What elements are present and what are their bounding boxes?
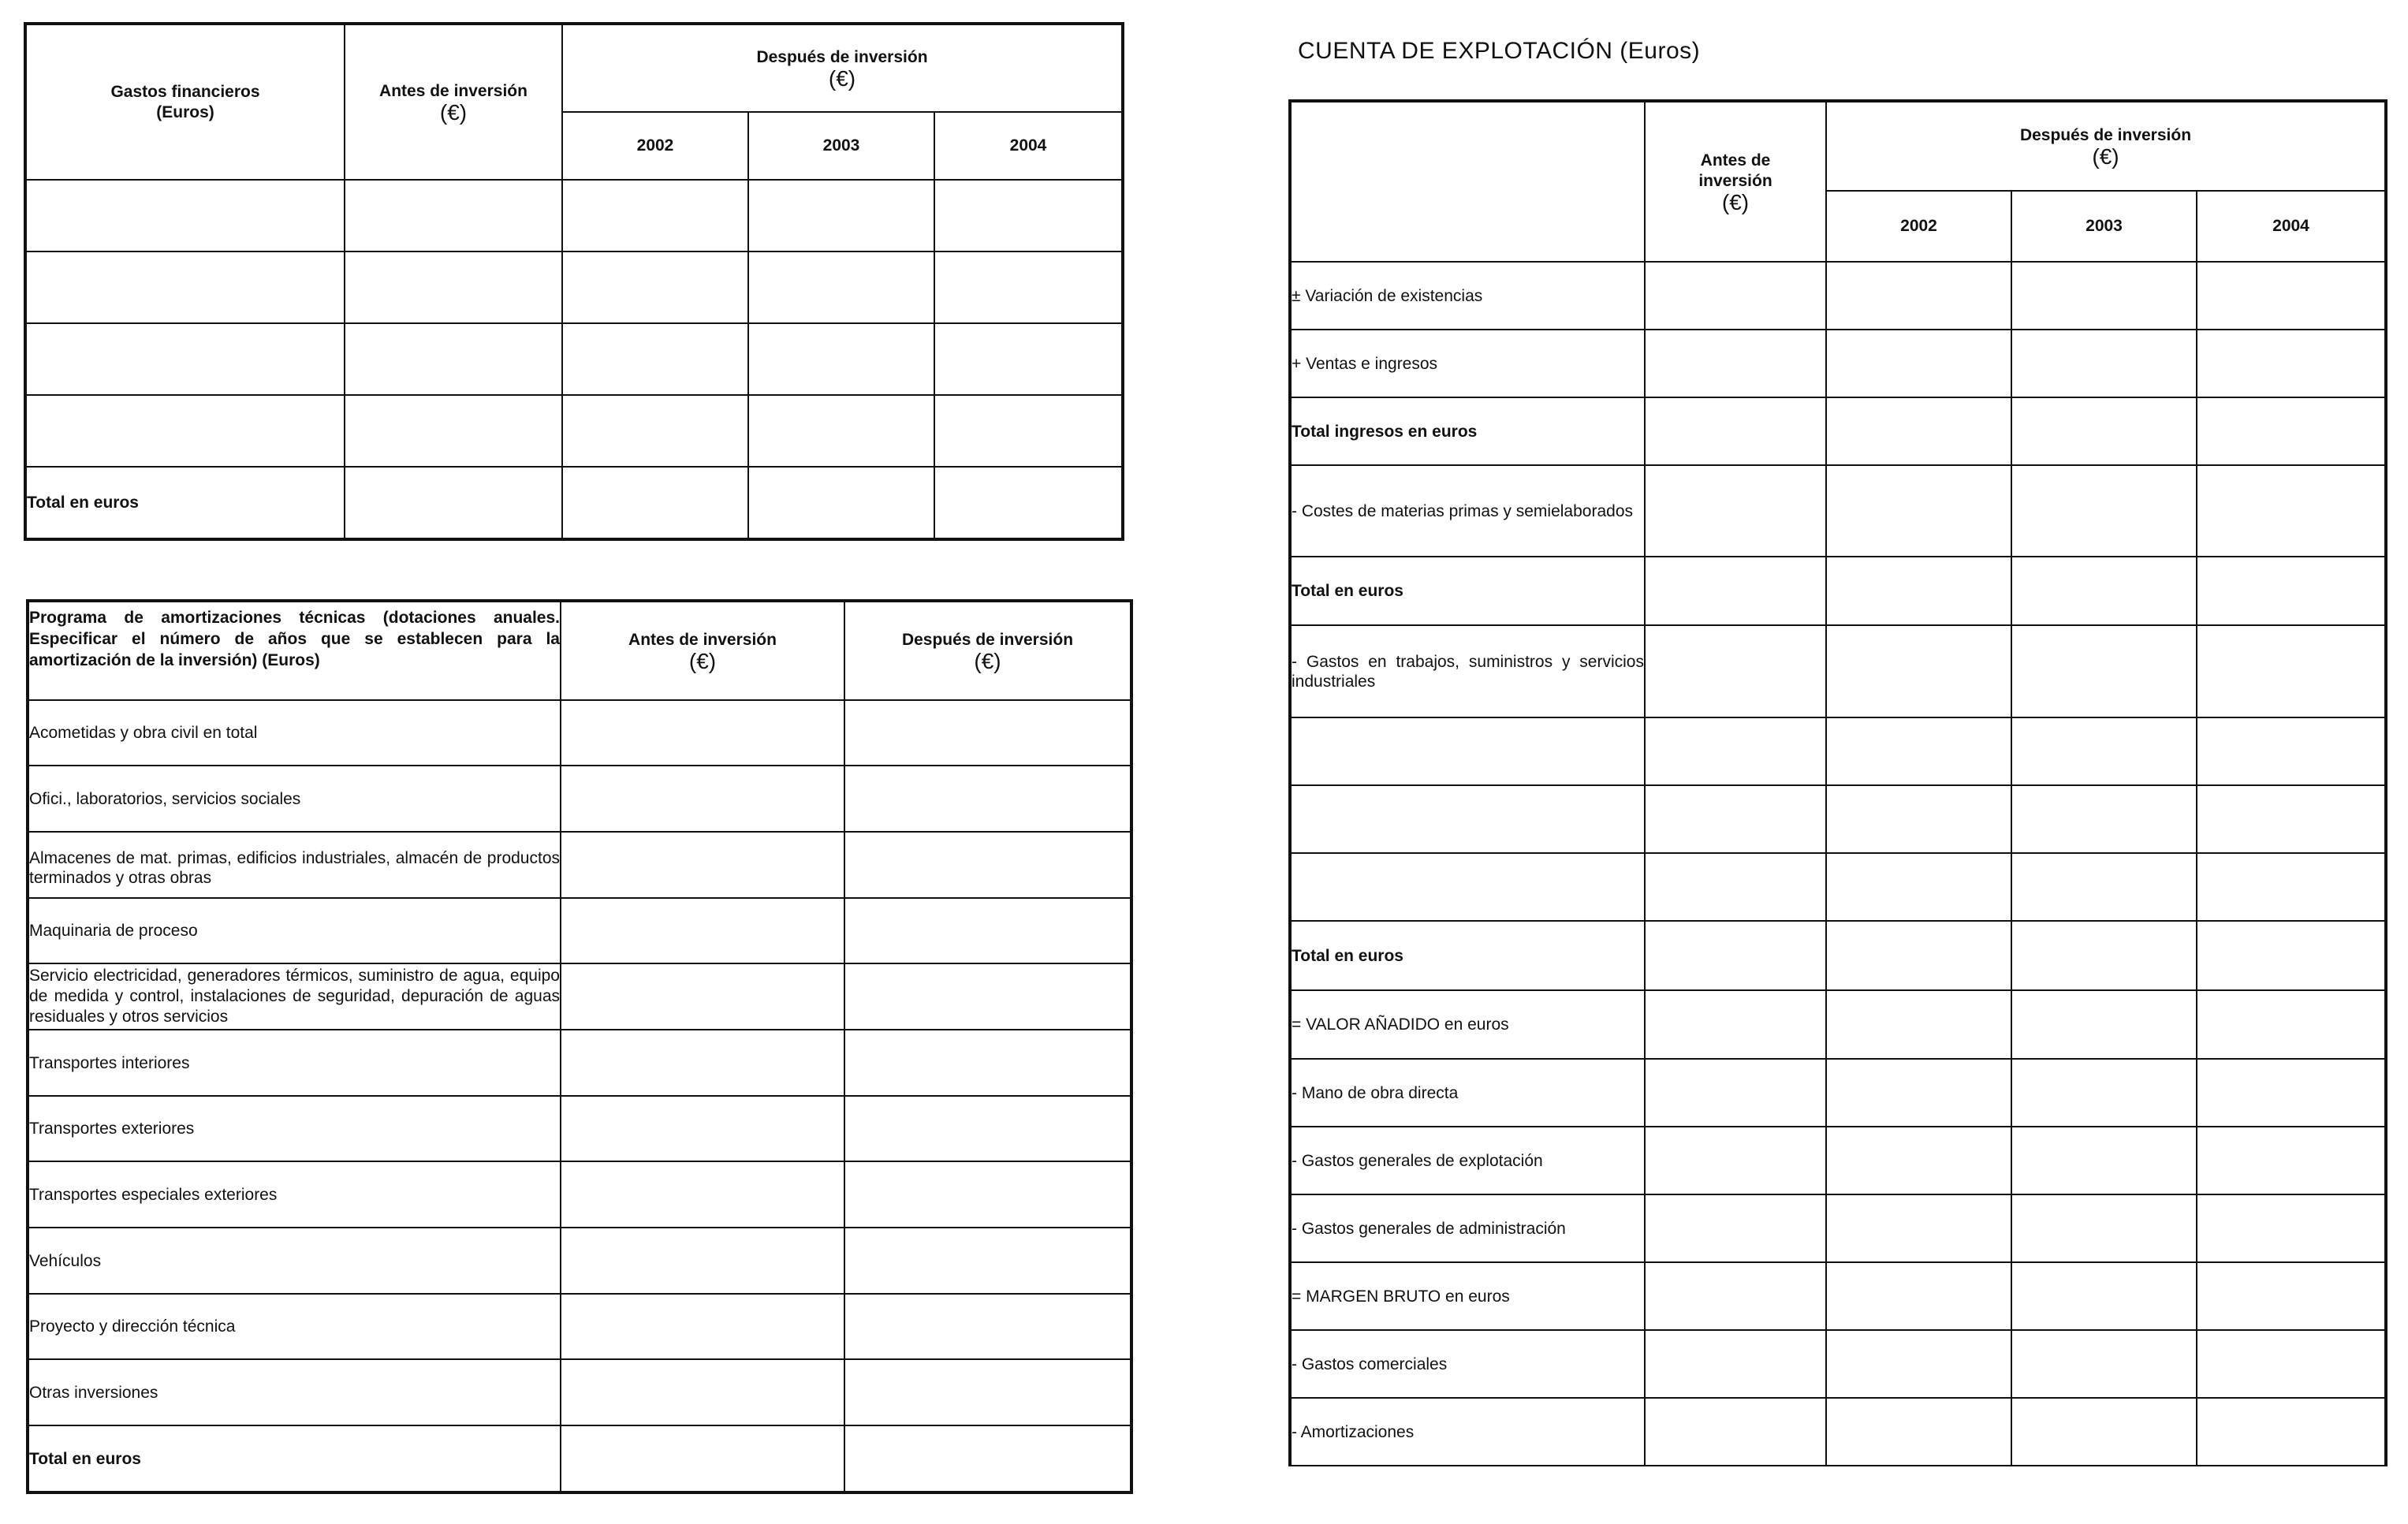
table-row xyxy=(1290,1194,2386,1262)
total-label: Total en euros xyxy=(28,1425,561,1492)
euro-unit: (€) xyxy=(974,648,1001,673)
despues-inversion-label: Después de inversión xyxy=(756,47,928,66)
antes-inversion-header xyxy=(561,601,844,700)
row-label: - Amortizaciones xyxy=(1290,1398,1645,1466)
row-label: - Gastos generales de administración xyxy=(1290,1194,1645,1262)
row-label: Total en euros xyxy=(1290,921,1645,990)
table-row xyxy=(1290,330,2386,397)
year-2004-header: 2004 xyxy=(2197,191,2386,262)
table-row xyxy=(25,395,1123,467)
euro-unit: (€) xyxy=(688,648,717,673)
row-label: Proyecto y dirección técnica xyxy=(28,1294,561,1359)
table-row xyxy=(1290,1059,2386,1127)
amortizaciones-header: Programa de amortizaciones técnicas (dotaciones anuales. Especificar el número de años que se establecen para la amortización de la inversión) (Euros) xyxy=(28,601,561,700)
table-row xyxy=(28,766,1131,832)
table-row xyxy=(1290,262,2386,330)
table-row xyxy=(28,1359,1131,1425)
antes-inversion-header xyxy=(345,24,562,180)
row-label: Acometidas y obra civil en total xyxy=(28,700,561,766)
total-row xyxy=(28,1425,1131,1492)
row-label: - Gastos generales de explotación xyxy=(1290,1127,1645,1194)
despues-inversion-header xyxy=(844,601,1131,700)
despues-inversion-label: Después de inversión xyxy=(2019,125,2192,144)
table-row xyxy=(28,1096,1131,1161)
row-label: Transportes interiores xyxy=(28,1030,561,1096)
year-2003-header: 2003 xyxy=(2011,191,2197,262)
row-label: Maquinaria de proceso xyxy=(28,898,561,963)
table-row xyxy=(1290,557,2386,625)
euro-unit: (€) xyxy=(439,99,468,125)
cuenta-explotacion-table xyxy=(1288,99,2387,1466)
despues-inversion-label: Después de inversión xyxy=(901,630,1074,649)
antes-inversion-label: Antes de inversión xyxy=(379,81,527,100)
antes-inversion-label: Antes de inversión xyxy=(628,630,777,649)
cuenta-explotacion-title: CUENTA DE EXPLOTACIÓN (Euros) xyxy=(1298,38,1701,64)
table-row xyxy=(25,252,1123,323)
row-label: Transportes exteriores xyxy=(28,1096,561,1161)
gastos-financieros-header: Gastos financieros (Euros) xyxy=(25,24,345,180)
row-label: + Ventas e ingresos xyxy=(1290,330,1645,397)
row-label: Vehículos xyxy=(28,1228,561,1294)
row-label: Transportes especiales exteriores xyxy=(28,1161,561,1228)
table-row xyxy=(1290,990,2386,1059)
row-label: ± Variación de existencias xyxy=(1290,262,1645,330)
table-row xyxy=(25,180,1123,252)
euro-unit: (€) xyxy=(828,65,856,91)
table-row xyxy=(28,1294,1131,1359)
table-row xyxy=(1290,1330,2386,1398)
table-row xyxy=(1290,465,2386,557)
table-row xyxy=(1290,1398,2386,1466)
row-label: - Mano de obra directa xyxy=(1290,1059,1645,1127)
row-label: = MARGEN BRUTO en euros xyxy=(1290,1262,1645,1330)
table-row xyxy=(28,700,1131,766)
total-label: Total en euros xyxy=(25,467,345,539)
row-label: - Gastos en trabajos, suministros y servicios industriales xyxy=(1290,625,1645,717)
row-label: Otras inversiones xyxy=(28,1359,561,1425)
euro-unit: (€) xyxy=(2092,143,2119,169)
row-label: Ofici., laboratorios, servicios sociales xyxy=(28,766,561,832)
total-row xyxy=(25,467,1123,539)
table-row xyxy=(1290,397,2386,465)
table-row xyxy=(28,1228,1131,1294)
table-row xyxy=(1290,921,2386,990)
table-row xyxy=(28,1161,1131,1228)
despues-inversion-header xyxy=(562,24,1123,112)
row-label: = VALOR AÑADIDO en euros xyxy=(1290,990,1645,1059)
table-row xyxy=(28,963,1131,1030)
table-row xyxy=(28,832,1131,898)
table-row xyxy=(1290,717,2386,785)
table-row xyxy=(1290,853,2386,921)
row-label: Total ingresos en euros xyxy=(1290,397,1645,465)
euro-unit: (€) xyxy=(1721,189,1750,214)
year-2002-header: 2002 xyxy=(1826,191,2011,262)
row-label: Servicio electricidad, generadores térmicos, suministro de agua, equipo de medida y control, instalaciones de seguridad, depuración de aguas residuales y otros servicios xyxy=(28,963,561,1030)
table-row xyxy=(1290,1127,2386,1194)
amortizaciones-table xyxy=(26,599,1133,1494)
table-row xyxy=(1290,625,2386,717)
row-label: Almacenes de mat. primas, edificios industriales, almacén de productos terminados y otras obras xyxy=(28,832,561,898)
blank-header-cell xyxy=(1290,101,1645,262)
year-2003-header: 2003 xyxy=(748,112,934,180)
table-row xyxy=(1290,1262,2386,1330)
antes-inversion-label: Antes de inversión xyxy=(1698,151,1772,190)
row-label: - Gastos comerciales xyxy=(1290,1330,1645,1398)
despues-inversion-header xyxy=(1826,101,2386,191)
table-row xyxy=(25,323,1123,395)
antes-inversion-header xyxy=(1645,101,1826,262)
table-row xyxy=(1290,785,2386,853)
table-row xyxy=(28,898,1131,963)
table-row xyxy=(28,1030,1131,1096)
row-label: - Costes de materias primas y semielaborados xyxy=(1290,465,1645,557)
year-2004-header: 2004 xyxy=(934,112,1123,180)
gastos-financieros-table xyxy=(24,22,1124,541)
row-label: Total en euros xyxy=(1290,557,1645,625)
year-2002-header: 2002 xyxy=(562,112,748,180)
